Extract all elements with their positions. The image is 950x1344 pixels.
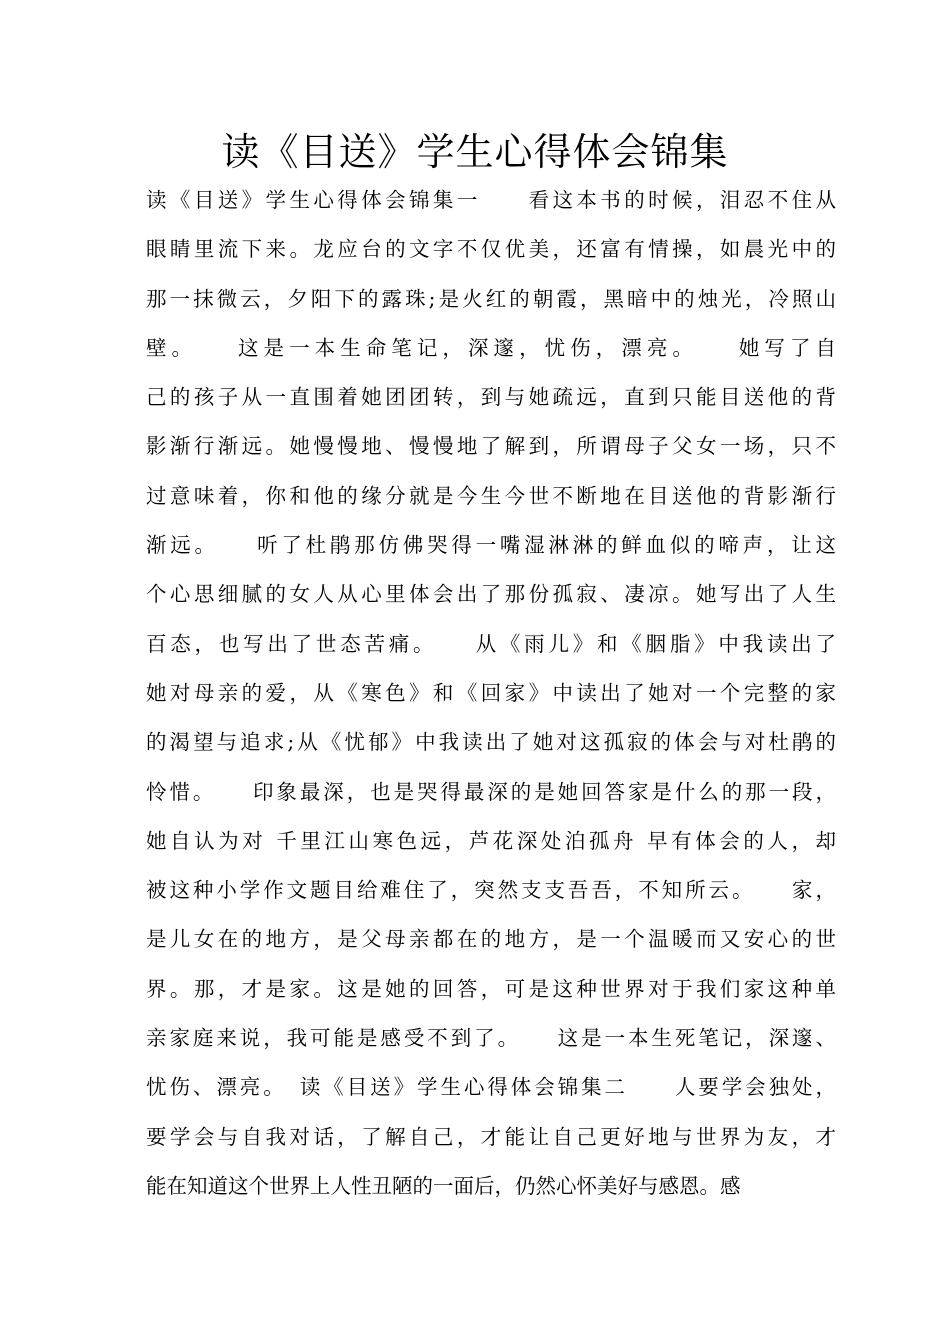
body-line: 那一抹微云，夕阳下的露珠;是火红的朝霞，黑暗中的烛光，冷照山 (146, 286, 836, 311)
document-title: 读《目送》学生心得体会锦集 (221, 130, 729, 174)
body-line: 能在知道这个世界上人性丑陋的一面后，仍然心怀美好与感恩。感 (146, 1173, 741, 1198)
body-line: 眼睛里流下来。龙应台的文字不仅优美，还富有情操，如晨光中的 (146, 237, 836, 262)
document-body (146, 180, 836, 1215)
body-line: 界。那，才是家。这是她的回答，可是这种世界对于我们家这种单 (146, 976, 836, 1001)
body-line: 的渴望与追求;从《忧郁》中我读出了她对这孤寂的体会与对杜鹃的 (146, 730, 836, 755)
body-line: 过意味着，你和他的缘分就是今生今世不断地在目送他的背影渐行 (146, 483, 836, 508)
body-line: 壁。 这是一本生命笔记，深邃，忧伤，漂亮。 她写了自 (146, 335, 836, 360)
body-line: 她对母亲的爱，从《寒色》和《回家》中读出了她对一个完整的家 (146, 680, 836, 705)
body-line: 要学会与自我对话，了解自己，才能让自己更好地与世界为友，才 (146, 1124, 836, 1149)
body-line: 忧伤、漂亮。 读《目送》学生心得体会锦集二 人要学会独处， (146, 1075, 836, 1100)
body-line: 怜惜。 印象最深，也是哭得最深的是她回答家是什么的那一段， (146, 779, 836, 804)
body-line: 亲家庭来说，我可能是感受不到了。 这是一本生死笔记，深邃、 (146, 1026, 836, 1051)
body-line: 影渐行渐远。她慢慢地、慢慢地了解到，所谓母子父女一场，只不 (146, 434, 836, 459)
body-line: 是儿女在的地方，是父母亲都在的地方，是一个温暖而又安心的世 (146, 927, 836, 952)
body-line: 百态，也写出了世态苦痛。 从《雨儿》和《胭脂》中我读出了 (146, 631, 836, 656)
body-line: 被这种小学作文题目给难住了，突然支支吾吾，不知所云。 家， (146, 878, 836, 903)
body-line: 己的孩子从一直围着她团团转，到与她疏远，直到只能目送他的背 (146, 385, 836, 410)
body-line: 她自认为对 千里江山寒色远，芦花深处泊孤舟 早有体会的人，却 (146, 828, 836, 853)
body-line: 读《目送》学生心得体会锦集一 看这本书的时候，泪忍不住从 (146, 188, 836, 212)
body-line: 渐远。 听了杜鹃那仿佛哭得一嘴湿淋淋的鲜血似的啼声，让这 (146, 533, 836, 558)
body-line: 个心思细腻的女人从心里体会出了那份孤寂、凄凉。她写出了人生 (146, 582, 836, 607)
